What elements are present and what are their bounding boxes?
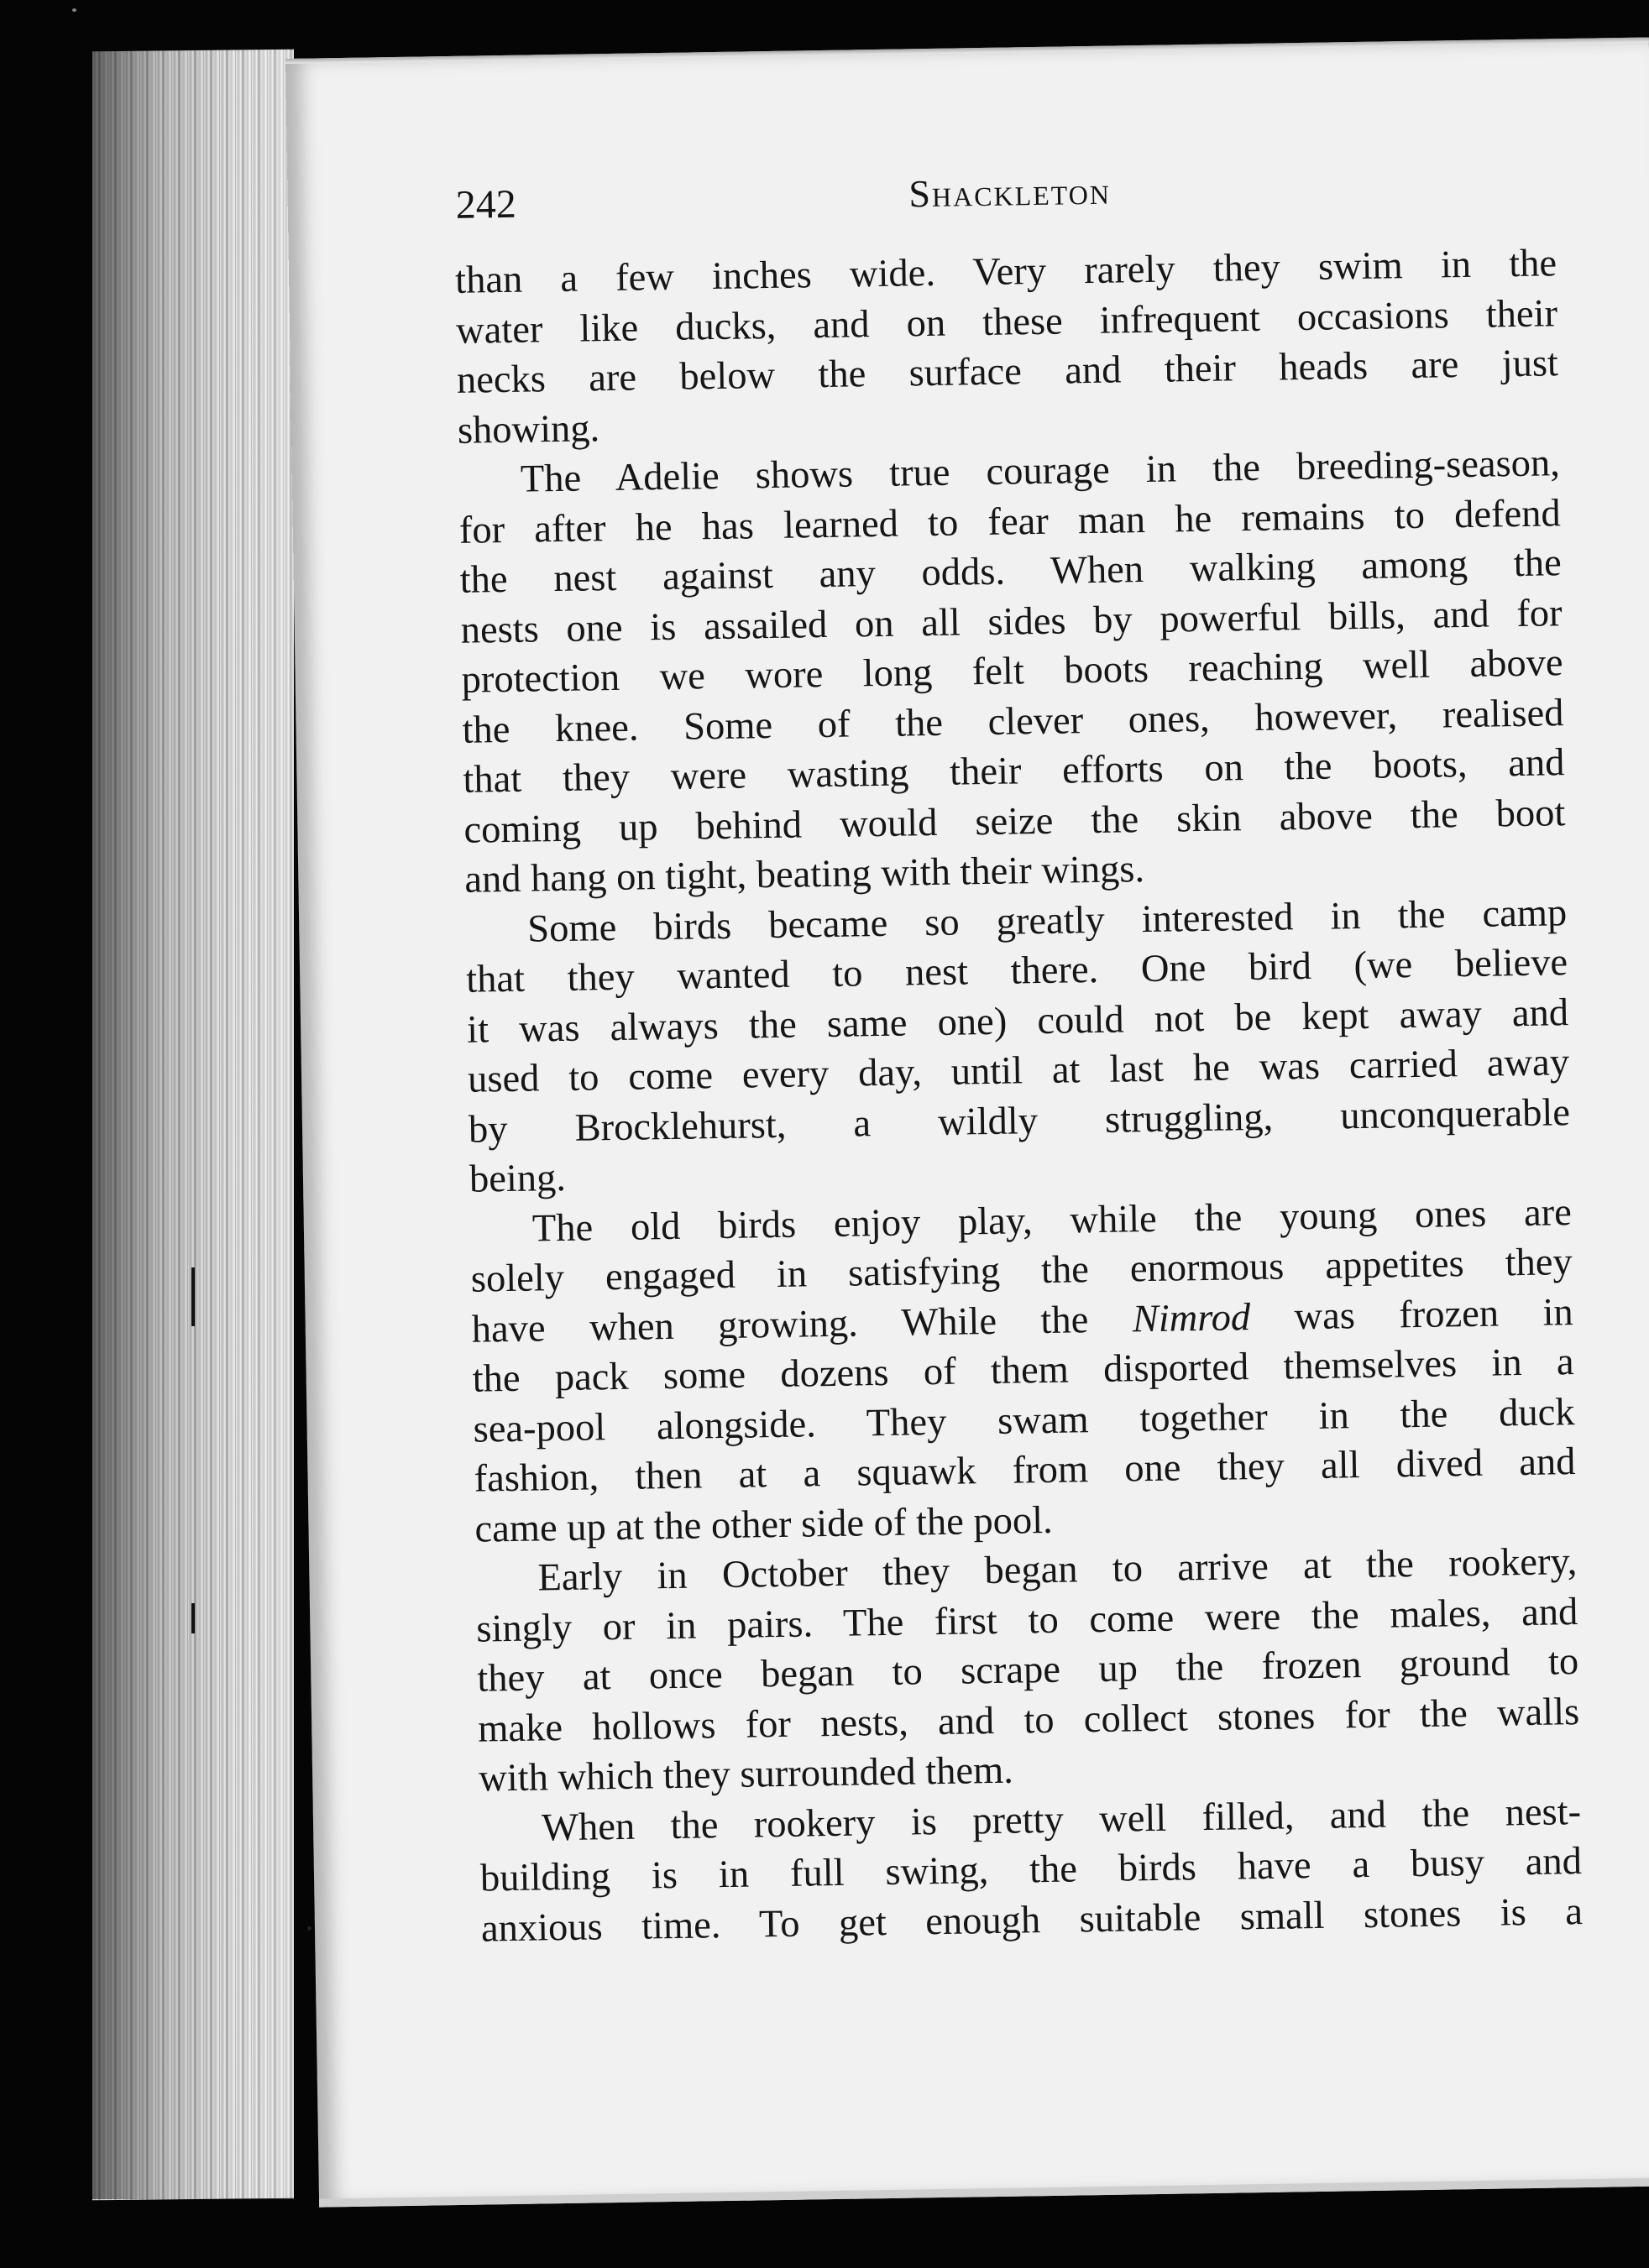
paragraph	[475, 1537, 1581, 1804]
scan-speck	[307, 1926, 311, 1931]
text-line: they at once began to scrape up the frozen ground to	[476, 1640, 1579, 1701]
paragraph	[479, 1787, 1584, 1954]
text-line: necks are below the surface and their heads are just	[456, 342, 1559, 402]
paragraph	[455, 238, 1560, 456]
text-line: the nest against any odds. When walking among the	[459, 541, 1563, 602]
text-line: solely engaged in satisfying the enormous appetites they	[470, 1241, 1573, 1301]
text-line: the knee. Some of the clever ones, however, realised	[462, 691, 1564, 752]
edge-mark	[191, 1603, 195, 1633]
text-line: singly or in pairs. The first to come were the males, and	[476, 1590, 1578, 1651]
paragraph	[458, 438, 1566, 905]
text-line: used to come every day, until at last he was carried away	[467, 1041, 1570, 1101]
text-line: with which they surrounded them.	[478, 1748, 1014, 1800]
scan-speck	[72, 8, 76, 12]
text-line: The Adelie shows true courage in the breeding-season,	[520, 442, 1561, 501]
text-line: it was always the same one) could not be kept away and	[466, 990, 1569, 1052]
book-page	[285, 37, 1649, 2207]
paragraph	[465, 888, 1571, 1205]
body-text	[455, 238, 1584, 1953]
running-head: Shackleton	[908, 169, 1112, 216]
page-number: 242	[455, 181, 517, 227]
text-line: building is in full swing, the birds have a busy and	[479, 1840, 1583, 1900]
text-line: anxious time. To get enough suitable small stones is a	[480, 1889, 1584, 1951]
text-line: that they wanted to nest there. One bird (we believe	[465, 941, 1568, 1001]
text-line: came up at the other side of the pool.	[474, 1498, 1054, 1551]
page-header	[455, 165, 1564, 241]
paragraph	[469, 1188, 1576, 1555]
page-bottom-edge	[319, 2177, 1649, 2208]
text-line: and hang on tight, beating with their wings.	[463, 848, 1145, 901]
text-line: by Brocklehurst, a wildly struggling, unconquerable	[468, 1090, 1571, 1152]
text-line: make hollows for nests, and to collect stones for the walls	[477, 1690, 1580, 1751]
text-line: sea-pool alongside. They swam together in the duck	[473, 1390, 1575, 1451]
edge-mark	[191, 1267, 195, 1326]
text-segment: have when growing. While the	[471, 1298, 1089, 1351]
text-line: that they were wasting their efforts on the boots, and	[463, 741, 1565, 802]
ship-name-italic: Nimrod	[1132, 1295, 1251, 1340]
text-line: the pack some dozens of them disported themselves in a	[472, 1340, 1574, 1401]
text-line: being.	[469, 1156, 567, 1201]
text-line: fashion, then at a squawk from one they all dived and	[474, 1440, 1576, 1501]
text-line: Some birds became so greatly interested in the camp	[526, 891, 1568, 951]
text-line: coming up behind would seize the skin above the boot	[463, 791, 1566, 852]
text-line: than a few inches wide. Very rarely they swim in the	[454, 242, 1557, 302]
text-line: protection we wore long felt boots reaching well above	[461, 641, 1563, 702]
text-line: showing.	[457, 406, 600, 452]
text-segment: was frozen in	[1294, 1290, 1574, 1338]
text-line: nests one is assailed on all sides by powerful bills, and for	[460, 591, 1563, 652]
page-edges-shadow	[92, 50, 294, 2199]
text-line: When the rookery is pretty well filled, and the nest-	[541, 1790, 1582, 1849]
text-line: Early in October they began to arrive at the rookery,	[537, 1540, 1578, 1600]
text-line: water like ducks, and on these infrequent occasions their	[455, 291, 1558, 353]
text-line: for after he has learned to fear man he remains to defend	[458, 491, 1562, 552]
text-line: The old birds enjoy play, while the young ones are	[531, 1190, 1573, 1251]
page-top-edge	[285, 37, 1649, 64]
